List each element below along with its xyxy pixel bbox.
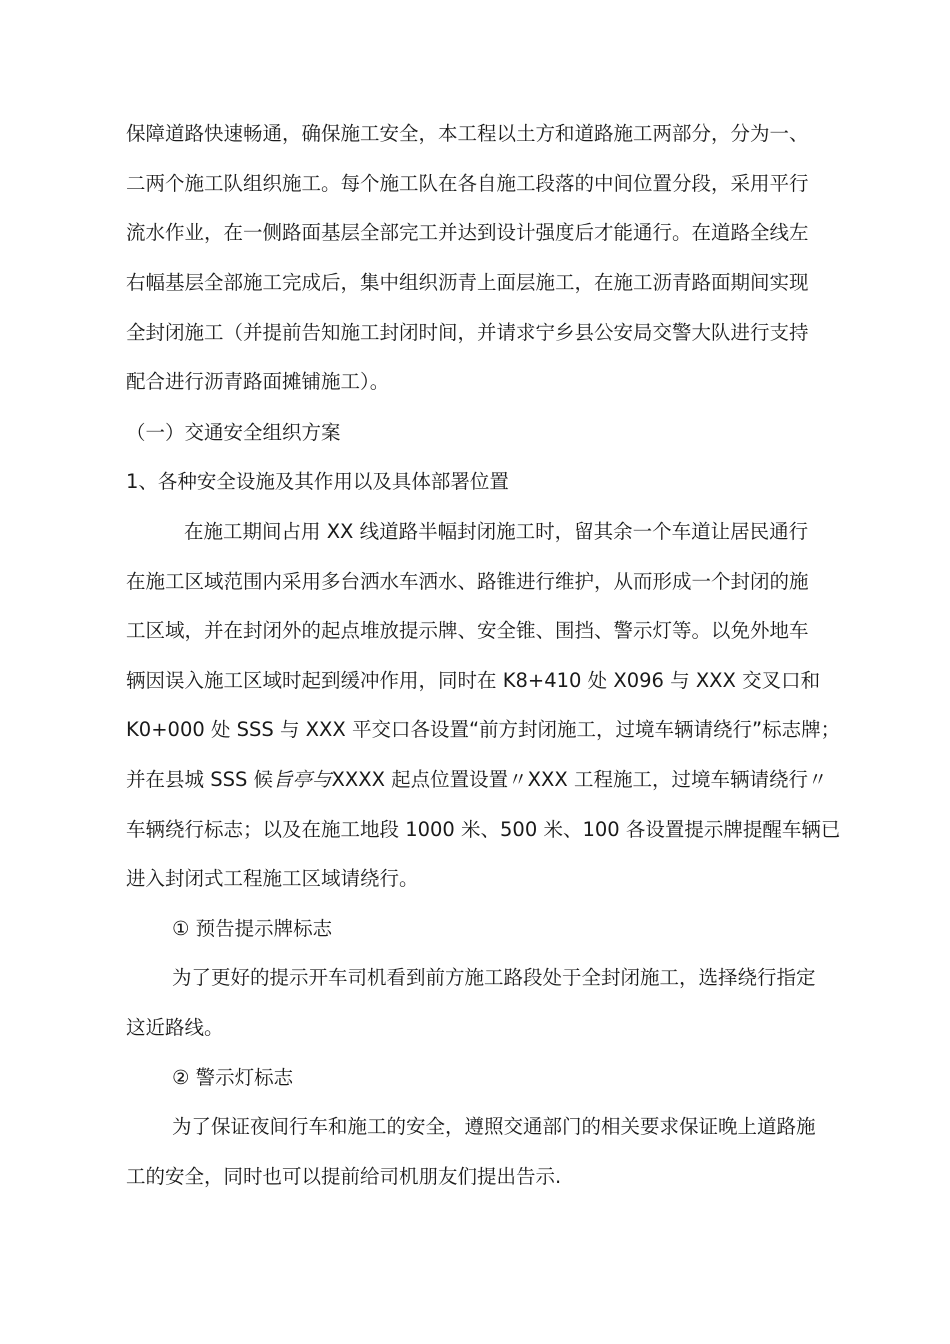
paragraph-line: 这近路线。 (126, 1016, 224, 1039)
italic-text-span: 旨亭与 (273, 768, 332, 791)
paragraph-line: 右幅基层全部施工完成后，集中组织沥青上面层施工，在施工沥青路面期间实现 (126, 271, 809, 294)
paragraph-line: 二两个施工队组织施工。每个施工队在各自施工段落的中间位置分段，采用平行 (126, 172, 809, 195)
paragraph-line: 全封闭施工（并提前告知施工封闭时间，并请求宁乡县公安局交警大队进行支持 (126, 321, 809, 344)
section-heading: （一）交通安全组织方案 (126, 421, 341, 444)
paragraph-line: K0+000 处 SSS 与 XXX 平交口各设置“前方封闭施工，过境车辆请绕行”标志牌； (126, 718, 841, 741)
paragraph-line: 在施工区域范围内采用多台洒水车洒水、路锥进行维护，从而形成一个封闭的施 (126, 570, 809, 593)
paragraph-line: 进入封闭式工程施工区域请绕行。 (126, 867, 419, 890)
paragraph-line: 保障道路快速畅通，确保施工安全，本工程以土方和道路施工两部分，分为一、 (126, 122, 809, 145)
text-span: 并在县城 SSS 候 (126, 768, 274, 791)
paragraph-line: 配合进行沥青路面摊铺施工）。 (126, 370, 390, 393)
item-heading-2: ② 警示灯标志 (172, 1066, 294, 1089)
subsection-heading: 1、各种安全设施及其作用以及具体部署位置 (126, 470, 509, 493)
item-heading-1: ① 预告提示牌标志 (172, 917, 333, 940)
paragraph-line: 工的安全，同时也可以提前给司机朋友们提出告示. (126, 1165, 562, 1188)
paragraph-line: 为了更好的提示开车司机看到前方施工路段处于全封闭施工，选择绕行指定 (172, 966, 816, 989)
paragraph-line: 为了保证夜间行车和施工的安全，遵照交通部门的相关要求保证晚上道路施 (172, 1115, 816, 1138)
paragraph-line: 在施工期间占用 XX 线道路半幅封闭施工时，留其余一个车道让居民通行 (184, 520, 809, 543)
paragraph-line (126, 767, 827, 793)
paragraph-line: 辆因误入施工区域时起到缓冲作用，同时在 K8+410 处 X096 与 XXX 交叉口和 (126, 669, 821, 692)
paragraph-line: 车辆绕行标志；以及在施工地段 1000 米、500 米、100 各设置提示牌提醒车辆已 (126, 818, 841, 841)
text-span: XXXX 起点位置设置〃XXX 工程施工，过境车辆请绕行〃 (331, 768, 828, 791)
paragraph-line: 工区域，并在封闭外的起点堆放提示牌、安全锥、围挡、警示灯等。以免外地车 (126, 619, 809, 642)
paragraph-line: 流水作业，在一侧路面基层全部完工并达到设计强度后才能通行。在道路全线左 (126, 221, 809, 244)
